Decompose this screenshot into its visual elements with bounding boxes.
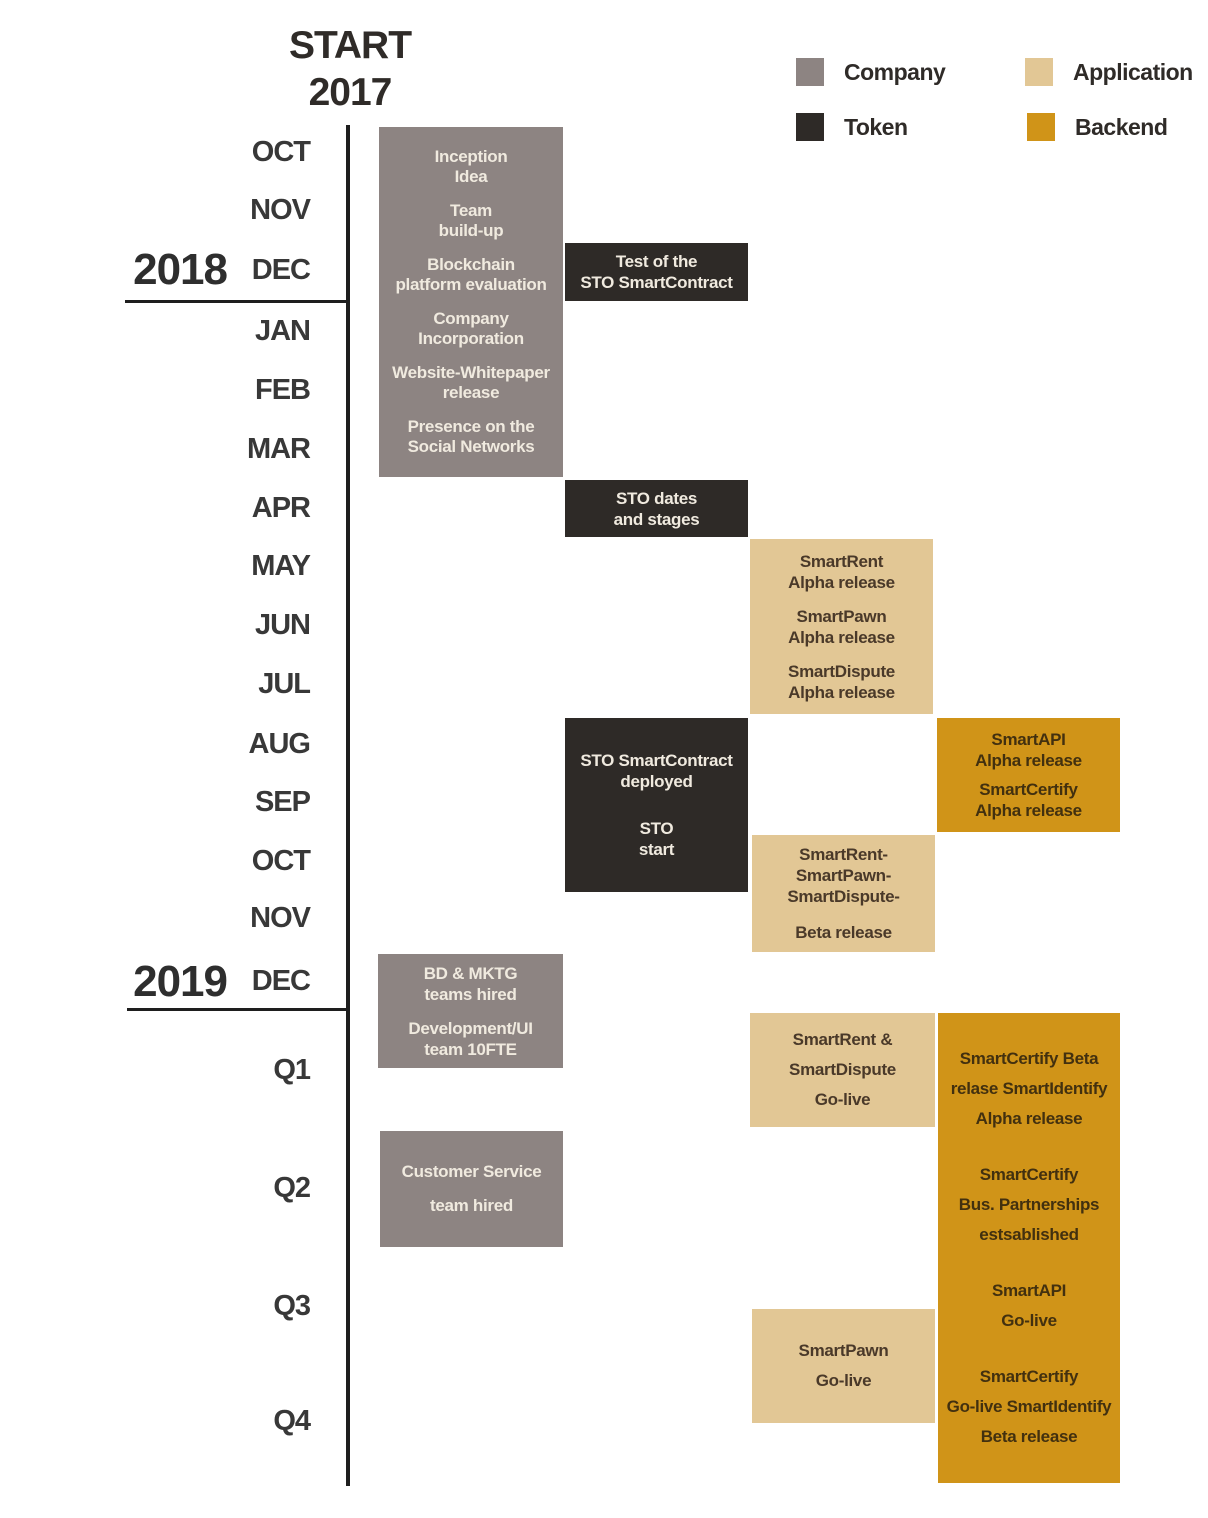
box-text-line: Alpha release [788,627,895,647]
month-label-aug: AUG [248,728,310,760]
year-label-2018: 2018 [133,245,227,294]
quarter-label-q4: Q4 [273,1405,310,1437]
box-text-group [402,1155,542,1223]
month-label-sep: SEP [254,786,310,818]
box-text-group [789,1025,896,1115]
box-text-line: SmartAPI [991,730,1066,749]
box-text-line: Go-live [815,1371,872,1390]
box-text-group [435,147,508,187]
month-label-jan: JAN [254,315,310,347]
box-text-line: Presence on the [407,417,535,436]
box-text-line: SmartDispute [788,661,895,681]
quarter-label-q3: Q3 [273,1290,310,1322]
timeline-box-backend-alpha-releases [937,718,1120,832]
box-text-line: Beta release [795,923,892,942]
box-text-line: STO SmartContract [580,273,733,292]
box-text-group [959,1160,1099,1250]
box-text-group [788,661,895,703]
box-text-line: Website-Whitepaper [392,363,550,382]
box-text-line: Blockchain [427,255,515,274]
box-text-group [580,750,732,792]
box-text-group [408,1018,532,1060]
box-text-line: SmartRent & [792,1030,893,1049]
box-text-line: STO dates [615,488,698,508]
box-text-line: Alpha release [788,572,895,592]
month-label-jul: JUL [258,668,310,700]
box-text-line: relase SmartIdentify [950,1079,1108,1098]
box-text-line: Incorporation [418,329,524,348]
box-text-line: start [638,840,675,859]
box-text-line: Development/UI [408,1018,533,1038]
box-text-group [788,606,895,648]
box-text-line: Go-live [814,1090,871,1109]
box-text-line: Alpha release [975,751,1082,770]
quarter-label-q1: Q1 [273,1054,310,1086]
box-text-line: SmartPawn [796,606,887,626]
quarter-label-q2: Q2 [273,1172,310,1204]
month-label-jun: JUN [254,609,310,641]
timeline-box-company-founding [379,127,563,477]
timeline-box-backend-2019 [938,1013,1120,1483]
month-label-feb: FEB [255,374,310,406]
box-text-line: SmartPawn [798,1341,889,1360]
box-text-line: SmartCertify [979,1165,1079,1184]
box-text-line: Beta release [980,1427,1078,1446]
legend-label-token: Token [844,114,908,140]
box-text-group [639,818,674,860]
box-text-line: Bus. Partnerships [958,1195,1100,1214]
title-start: START [288,24,412,67]
timeline-box-company-teams-hired [378,954,563,1068]
box-text-group [975,729,1082,771]
box-text-group [408,417,535,457]
box-text-group [580,251,732,293]
box-text-group [799,1336,889,1396]
box-text-line: build-up [438,221,504,240]
box-text-line: STO SmartContract [580,751,733,770]
box-text-line: Inception [434,147,508,166]
timeline-box-token-sto-dates [565,480,748,537]
month-label-oct: OCT [251,136,310,168]
box-text-line: Team [450,201,492,220]
box-text-line: Go-live SmartIdentify [946,1397,1112,1416]
box-text-line: SmartCertify Beta [959,1049,1099,1068]
box-text-line: team 10FTE [424,1039,517,1059]
page-title [255,22,445,116]
box-text-line: Customer Service [401,1162,542,1181]
box-text-line: Alpha release [975,801,1082,820]
box-text-line: Idea [454,167,488,186]
box-text-group [439,201,504,241]
month-label-nov: NOV [250,194,310,226]
box-text-group [795,922,892,943]
box-text-group [788,551,895,593]
box-text-line: SmartRent [799,551,884,571]
box-text-group [947,1362,1112,1452]
timeline-box-company-customer-service [380,1131,563,1247]
box-text-line: teams hired [424,984,517,1004]
box-text-line: deployed [620,772,693,791]
box-text-line: Go-live [1001,1311,1057,1330]
box-text-line: SmartDispute- [787,887,900,906]
legend-label-company: Company [844,59,946,85]
timeline-box-app-beta-release [752,835,935,952]
legend-label-application: Application [1073,59,1193,85]
month-label-dec: DEC [251,254,310,286]
box-text-group [787,844,899,907]
box-text-line: BD & MKTG [423,963,518,983]
box-text-group [614,488,700,530]
box-text-line: Alpha release [975,1109,1083,1128]
box-text-group [418,309,524,349]
box-text-line: Social Networks [407,437,535,456]
timeline-box-app-golive-q1 [750,1013,935,1127]
box-text-group [992,1276,1066,1336]
month-label-may: MAY [251,550,310,582]
box-text-line: team hired [430,1196,513,1215]
box-text-group [395,255,546,295]
timeline-axis [346,125,350,1486]
box-text-line: platform evaluation [395,275,547,294]
box-text-line: release [442,383,500,402]
box-text-group [392,363,550,403]
legend-label-backend: Backend [1075,114,1168,140]
legend-swatch-company-icon [796,58,824,86]
box-text-line: SmartCertify [979,780,1078,799]
box-text-line: SmartDispute [789,1060,896,1079]
legend-swatch-token-icon [796,113,824,141]
box-text-group [424,963,518,1005]
title-year-2017: 2017 [308,71,392,114]
box-text-line: Test of the [615,252,698,271]
box-text-line: estsablished [979,1225,1079,1244]
timeline-box-token-sto-deployed [565,718,748,892]
legend-swatch-backend-icon [1027,113,1055,141]
box-text-line: STO [639,819,674,838]
legend-swatch-application-icon [1025,58,1053,86]
month-label-mar: MAR [246,433,310,465]
month-label-dec: DEC [251,965,310,997]
box-text-line: Alpha release [788,682,895,702]
timeline-box-app-smartpawn-golive [752,1309,935,1423]
year-label-2019: 2019 [133,957,227,1006]
month-label-oct: OCT [251,845,310,877]
box-text-line: SmartRent- [799,845,888,864]
box-text-group [951,1044,1108,1134]
box-text-group [975,779,1082,821]
box-text-line: and stages [613,509,700,529]
box-text-line: SmartPawn- [795,866,892,885]
box-text-line: SmartAPI [991,1281,1067,1300]
timeline-box-app-alpha-releases [750,539,933,714]
year-separator-2018 [125,300,350,303]
month-label-apr: APR [251,492,310,524]
timeline-box-token-test-smartcontract [565,243,748,301]
box-text-line: Company [433,309,509,328]
box-text-line: SmartCertify [979,1367,1079,1386]
month-label-nov: NOV [250,902,310,934]
